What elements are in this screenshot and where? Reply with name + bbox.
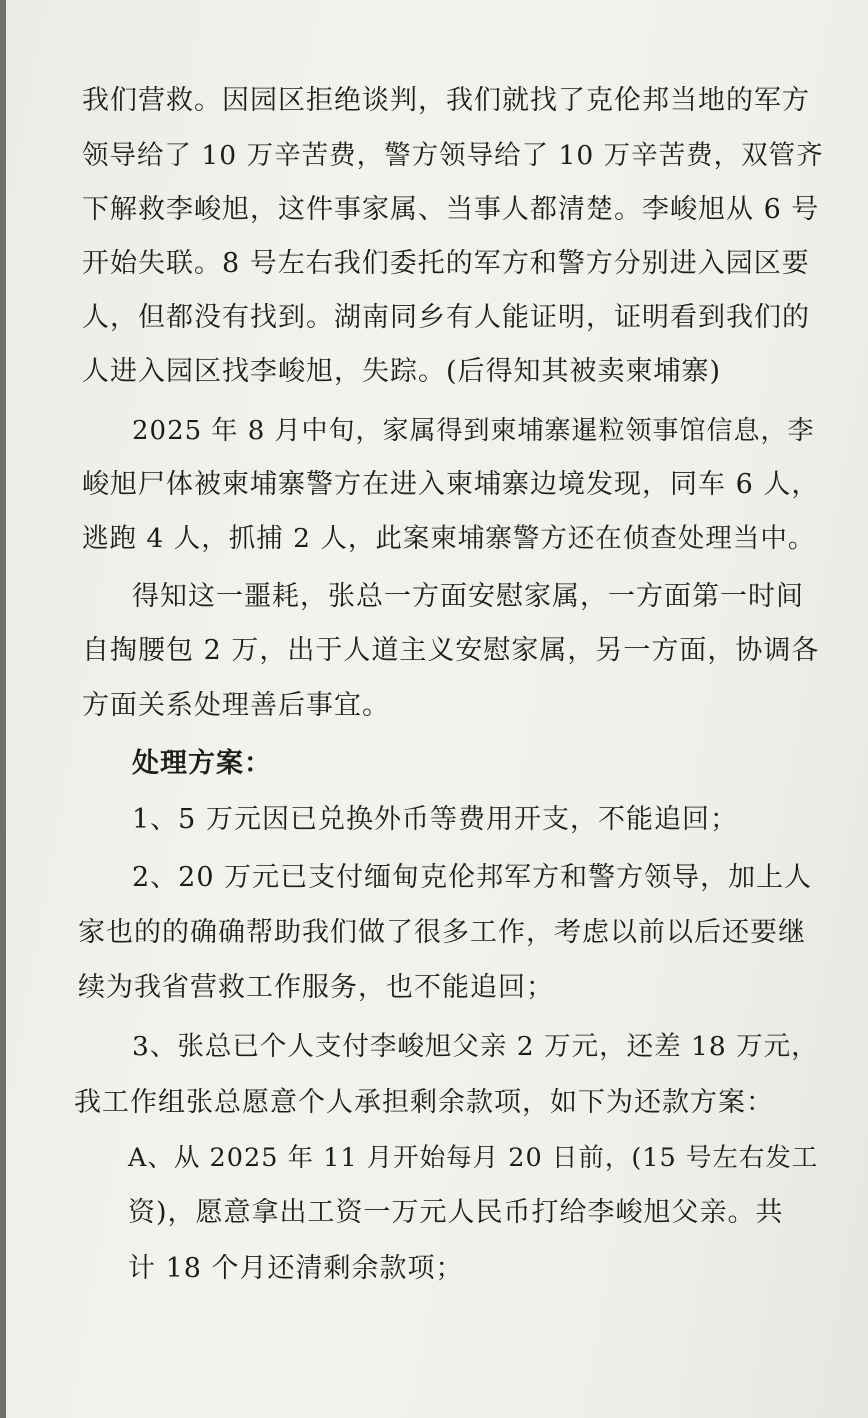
text-line-21: 资)，愿意拿出工资一万元人民币打给李峻旭父亲。共 bbox=[128, 1197, 784, 1228]
text-line-6: 人进入园区找李峻旭，失踪。(后得知其被卖柬埔寨) bbox=[82, 356, 722, 387]
text-line-9: 逃跑 4 人，抓捕 2 人，此案柬埔寨警方还在侦查处理当中。 bbox=[82, 523, 816, 554]
text-line-14: 1、5 万元因已兑换外币等费用开支，不能追回； bbox=[132, 804, 738, 835]
text-line-11: 自掏腰包 2 万，出于人道主义安慰家属，另一方面，协调各 bbox=[82, 635, 820, 666]
text-line-15: 2、20 万元已支付缅甸克伦邦军方和警方领导，加上人 bbox=[132, 862, 813, 893]
section-heading: 处理方案： bbox=[132, 748, 272, 779]
text-line-16: 家也的的确确帮助我们做了很多工作，考虑以前以后还要继 bbox=[78, 917, 806, 948]
text-line-18: 3、张总已个人支付李峻旭父亲 2 万元，还差 18 万元， bbox=[132, 1031, 819, 1062]
text-line-8: 峻旭尸体被柬埔寨警方在进入柬埔寨边境发现，同车 6 人， bbox=[82, 469, 820, 500]
text-line-4: 开始失联。8 号左右我们委托的军方和警方分别进入园区要 bbox=[82, 248, 810, 279]
text-line-22: 计 18 个月还清剩余款项； bbox=[128, 1253, 464, 1284]
text-line-2: 领导给了 10 万辛苦费，警方领导给了 10 万辛苦费，双管齐 bbox=[82, 140, 824, 171]
text-line-3: 下解救李峻旭，这件事家属、当事人都清楚。李峻旭从 6 号 bbox=[82, 194, 820, 225]
text-line-12: 方面关系处理善后事宜。 bbox=[82, 690, 390, 721]
text-line-7: 2025 年 8 月中旬，家属得到柬埔寨暹粒领事馆信息，李 bbox=[132, 416, 815, 446]
document-page bbox=[6, 0, 868, 1418]
text-line-17: 续为我省营救工作服务，也不能追回； bbox=[78, 972, 554, 1003]
text-line-5: 人，但都没有找到。湖南同乡有人能证明，证明看到我们的 bbox=[82, 302, 810, 333]
text-line-1: 我们营救。因园区拒绝谈判，我们就找了克伦邦当地的军方 bbox=[82, 85, 810, 116]
text-line-10: 得知这一噩耗，张总一方面安慰家属，一方面第一时间 bbox=[132, 581, 804, 612]
text-line-20: A、从 2025 年 11 月开始每月 20 日前，(15 号左右发工 bbox=[128, 1143, 819, 1173]
text-line-19: 我工作组张总愿意个人承担剩余款项，如下为还款方案： bbox=[74, 1087, 774, 1118]
